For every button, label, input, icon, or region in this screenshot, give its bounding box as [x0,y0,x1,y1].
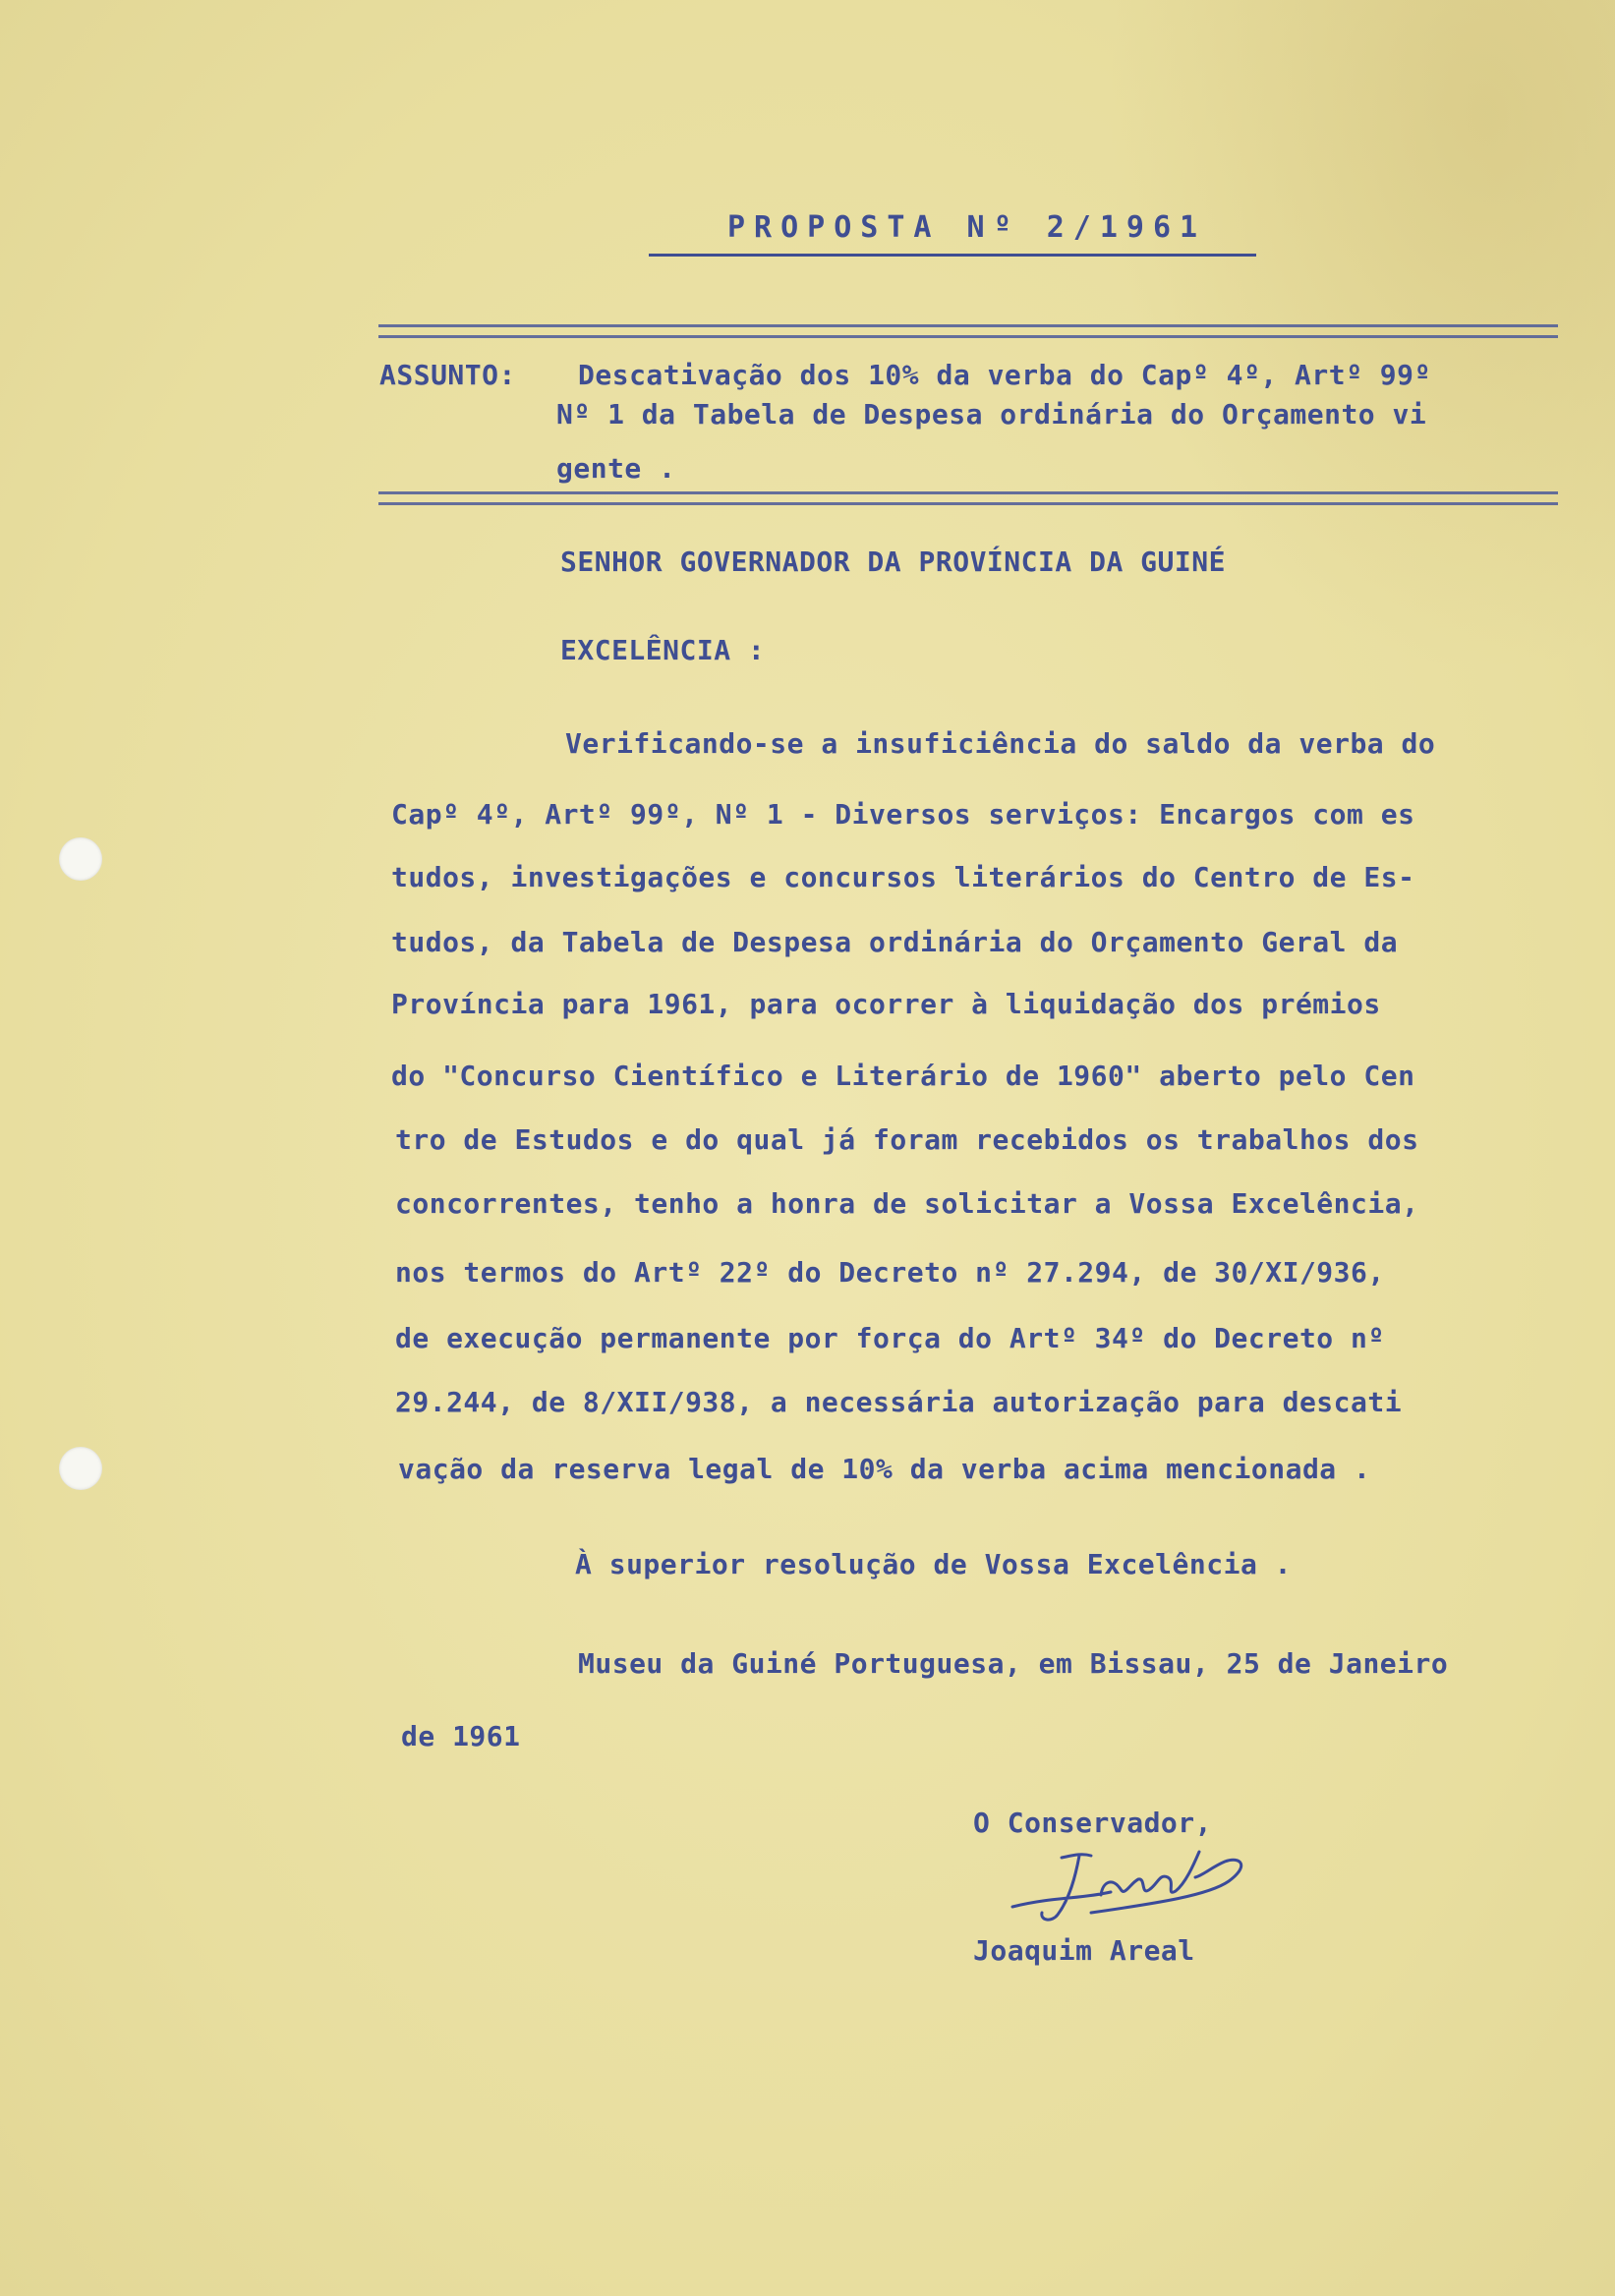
body-line: concorrentes, tenho a honra de solicitar a Vossa Excelência, [395,1187,1419,1220]
closing-line: À superior resolução de Vossa Excelência . [575,1548,1293,1580]
separator-top [378,324,1558,338]
body-line: 29.244, de 8/XII/938, a necessária autorização para descati [395,1386,1403,1418]
subject-line: gente . [556,452,676,485]
signatory-role: O Conservador, [973,1807,1213,1839]
body-line: Verificando-se a insuficiência do saldo da verba do [565,727,1436,760]
punch-hole-top [59,837,102,881]
body-line: tro de Estudos e do qual já foram recebidos os trabalhos dos [395,1123,1419,1156]
signatory-name: Joaquim Areal [973,1934,1195,1967]
document-title: PROPOSTA Nº 2/1961 [727,210,1207,245]
body-line: nos termos do Artº 22º do Decreto nº 27.294, de 30/XI/936, [395,1256,1385,1289]
body-line: Província para 1961, para ocorrer à liquidação dos prémios [391,988,1381,1020]
body-line: de execução permanente por força do Artº 34º do Decreto nº [395,1322,1385,1354]
subject-label: ASSUNTO: [379,359,516,391]
body-line: Capº 4º, Artº 99º, Nº 1 - Diversos serviços: Encargos com es [391,798,1415,831]
addressee: SENHOR GOVERNADOR DA PROVÍNCIA DA GUINÉ [560,545,1226,578]
place-date-line: de 1961 [401,1720,521,1752]
body-line: tudos, da Tabela de Despesa ordinária do Orçamento Geral da [391,926,1399,958]
punch-hole-bottom [59,1447,102,1490]
body-line: do "Concurso Científico e Literário de 1960" aberto pelo Cen [391,1060,1415,1092]
subject-line: Nº 1 da Tabela de Despesa ordinária do Orçamento vi [556,398,1427,430]
salutation: EXCELÊNCIA : [560,634,766,666]
body-line: tudos, investigações e concursos literários do Centro de Es- [391,861,1415,893]
body-line: vação da reserva legal de 10% da verba acima mencionada . [398,1453,1371,1485]
subject-line: Descativação dos 10% da verba do Capº 4º, Artº 99º [578,359,1431,391]
place-date-line: Museu da Guiné Portuguesa, em Bissau, 25 de Janeiro [578,1647,1449,1680]
separator-bottom [378,491,1558,505]
title-underline [649,254,1256,257]
handwritten-signature [993,1838,1288,1936]
